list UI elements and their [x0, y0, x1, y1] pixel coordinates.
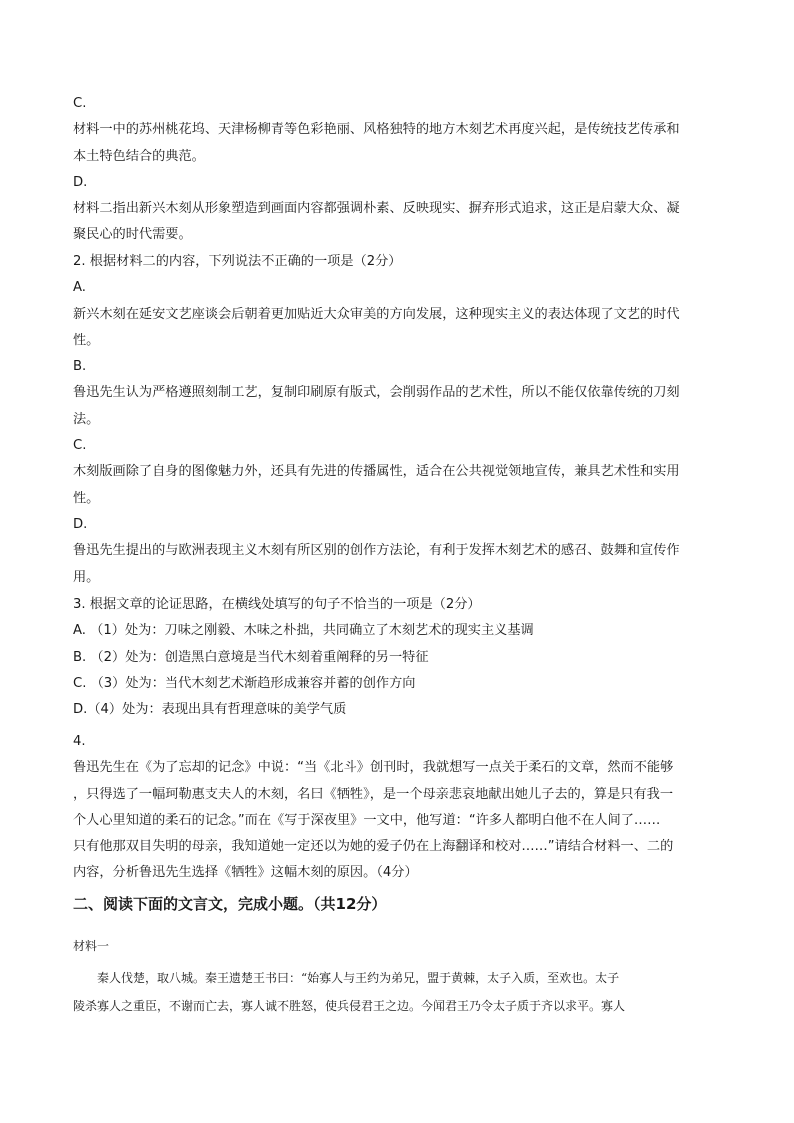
- option-letter: A.: [73, 280, 86, 296]
- classical-text-line: 秦人伐楚，取八城。秦王遗楚王书曰：“始寡人与王约为弟兄，盟于黄棘，太子入质，至欢也。太子: [97, 971, 620, 985]
- q1-options: [73, 91, 721, 249]
- question-2: [73, 249, 721, 591]
- option-letter: D.: [73, 516, 88, 532]
- option-text-line: 本土特色结合的典范。: [73, 148, 205, 164]
- option-text-line: 鲁迅先生认为严格遵照刻制工艺，复制印刷原有版式，会削弱作品的艺术性，所以不能仅依靠传统的刀刻: [73, 385, 680, 401]
- material-1-title-wrap: [73, 936, 721, 956]
- option-line: C. （3）处为：当代木刻艺术渐趋形成兼容并蓄的创作方向: [73, 675, 416, 691]
- question-text-line: 个人心里知道的柔石的记念。”而在《写于深夜里》一文中，他写道：“许多人都明白他不在人间了……: [73, 812, 661, 828]
- question-text-line: 鲁迅先生在《为了忘却的记念》中说：“当《北斗》创刊时，我就想写一点关于柔石的文章，然而不能够: [73, 760, 674, 776]
- classical-text-line: 陵杀寡人之重臣，不谢而亡去，寡人诚不胜怒，使兵侵君王之边。今闻君王乃令太子质于齐以求平。寡人: [73, 999, 626, 1013]
- option-text-line: 性。: [73, 490, 100, 506]
- option-letter: C.: [73, 96, 87, 111]
- option-line: D.（4）处为：表现出具有哲理意味的美学气质: [73, 702, 347, 718]
- option-line: A. （1）处为：刀味之刚毅、木味之朴拙，共同确立了木刻艺术的现实主义基调: [73, 623, 534, 639]
- question-text-line: 只有他那双目失明的母亲，我知道她一定还以为她的爱子仍在上海翻译和校对……”请结合材料一、二的: [73, 839, 674, 855]
- option-letter: C.: [73, 438, 87, 454]
- option-line: B. （2）处为：创造黑白意境是当代木刻着重阐释的另一特征: [73, 649, 429, 665]
- section-heading: 二、阅读下面的文言文，完成小题。（共12分）: [73, 895, 387, 913]
- question-text-line: ，只得选了一幅珂勒惠支夫人的木刻，名曰《牺牲》，是一个母亲悲哀地献出她儿子去的，算是只有我一: [73, 786, 674, 802]
- option-text-line: 材料二指出新兴木刻从形象塑造到画面内容都强调朴素、反映现实、摒弃形式追求，这正是启蒙大众、凝: [73, 201, 680, 217]
- question-number: 4.: [73, 734, 86, 749]
- option-text-line: 木刻版画除了自身的图像魅力外，还具有先进的传播属性，适合在公共视觉领地宣传，兼具艺术性和实用: [73, 464, 680, 480]
- question-stem: 3. 根据文章的论证思路，在横线处填写的句子不恰当的一项是（2分）: [73, 597, 481, 612]
- option-text-line: 鲁迅先生提出的与欧洲表现主义木刻有所区别的创作方法论，有利于发挥木刻艺术的感召、鼓舞和宣传作: [73, 543, 680, 559]
- section-2: [73, 891, 721, 917]
- question-4: [73, 729, 721, 887]
- question-stem: 2. 根据材料二的内容，下列说法不正确的一项是（2分）: [73, 254, 402, 269]
- question-3: [73, 592, 721, 723]
- option-letter: D.: [73, 174, 88, 190]
- option-text-line: 材料一中的苏州桃花坞、天津杨柳青等色彩艳丽、风格独特的地方木刻艺术再度兴起，是传统技艺传承和: [73, 122, 680, 138]
- option-text-line: 聚民心的时代需要。: [73, 227, 192, 243]
- question-text-line: 内容，分析鲁迅先生选择《牺牲》这幅木刻的原因。（4分）: [73, 865, 418, 881]
- option-text-line: 法。: [73, 411, 100, 427]
- option-text-line: 新兴木刻在延安文艺座谈会后朝着更加贴近大众审美的方向发展，这种现实主义的表达体现了文艺的时代: [73, 306, 680, 322]
- option-text-line: 性。: [73, 332, 100, 348]
- option-text-line: 用。: [73, 569, 100, 585]
- material-title: 材料一: [73, 939, 110, 953]
- material-1-text: [73, 964, 721, 1020]
- option-letter: B.: [73, 359, 87, 375]
